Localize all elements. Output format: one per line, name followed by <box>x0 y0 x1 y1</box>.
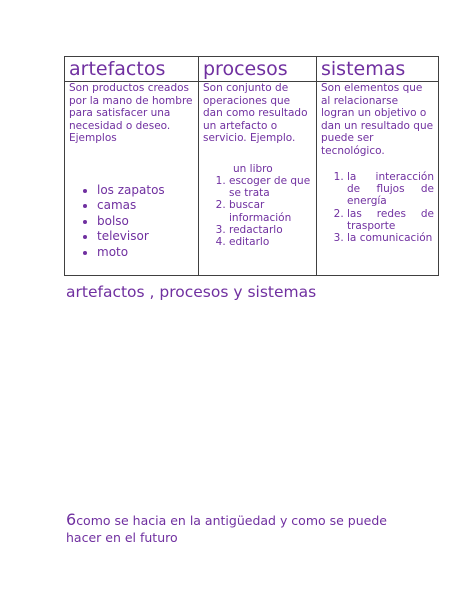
list-item: • moto <box>97 245 194 261</box>
artefactos-cell <box>65 82 199 276</box>
sistemas-cell <box>317 82 439 276</box>
question-paragraph <box>66 511 396 546</box>
artefactos-description: Son productos creados por la mano de hombre para satisfacer una necesidad o deseo. Ejemplos <box>69 82 193 144</box>
list-item: 2. las redes de trasporte <box>347 208 434 232</box>
list-item: 2. buscar información <box>229 199 312 223</box>
artefactos-examples-list <box>69 183 194 261</box>
header-artefactos: artefactos <box>65 57 199 82</box>
table-header-row <box>65 57 439 82</box>
procesos-intro: un libro <box>233 162 273 175</box>
sistemas-items-list <box>321 171 434 244</box>
header-sistemas: sistemas <box>317 57 439 82</box>
section-subtitle: artefactos , procesos y sistemas <box>66 283 317 301</box>
list-item: 1. la interacción de flujos de energía <box>347 171 434 208</box>
list-item: • bolso <box>97 214 194 230</box>
procesos-steps-list <box>203 175 312 248</box>
list-item: 4. editarlo <box>229 236 312 248</box>
header-procesos: procesos <box>199 57 317 82</box>
table-body-row <box>65 82 439 276</box>
list-item: • camas <box>97 198 194 214</box>
list-item: • televisor <box>97 229 194 245</box>
list-item: • los zapatos <box>97 183 194 199</box>
procesos-description: Son conjunto de operaciones que dan como resultado un artefacto o servicio. Ejemplo. <box>203 82 308 144</box>
list-item: 3. la comunicación <box>347 232 434 244</box>
question-number: 6 <box>66 510 77 529</box>
question-text: como se hacia en la antigüedad y como se puede hacer en el futuro <box>66 513 387 545</box>
procesos-cell <box>199 82 317 276</box>
sistemas-description: Son elementos que al relacionarse logran un objetivo o dan un resultado que puede ser tecnológico. <box>321 82 434 157</box>
concepts-table <box>64 56 439 276</box>
list-item: 1. escoger de que se trata <box>229 175 312 199</box>
list-item: 3. redactarlo <box>229 224 312 236</box>
